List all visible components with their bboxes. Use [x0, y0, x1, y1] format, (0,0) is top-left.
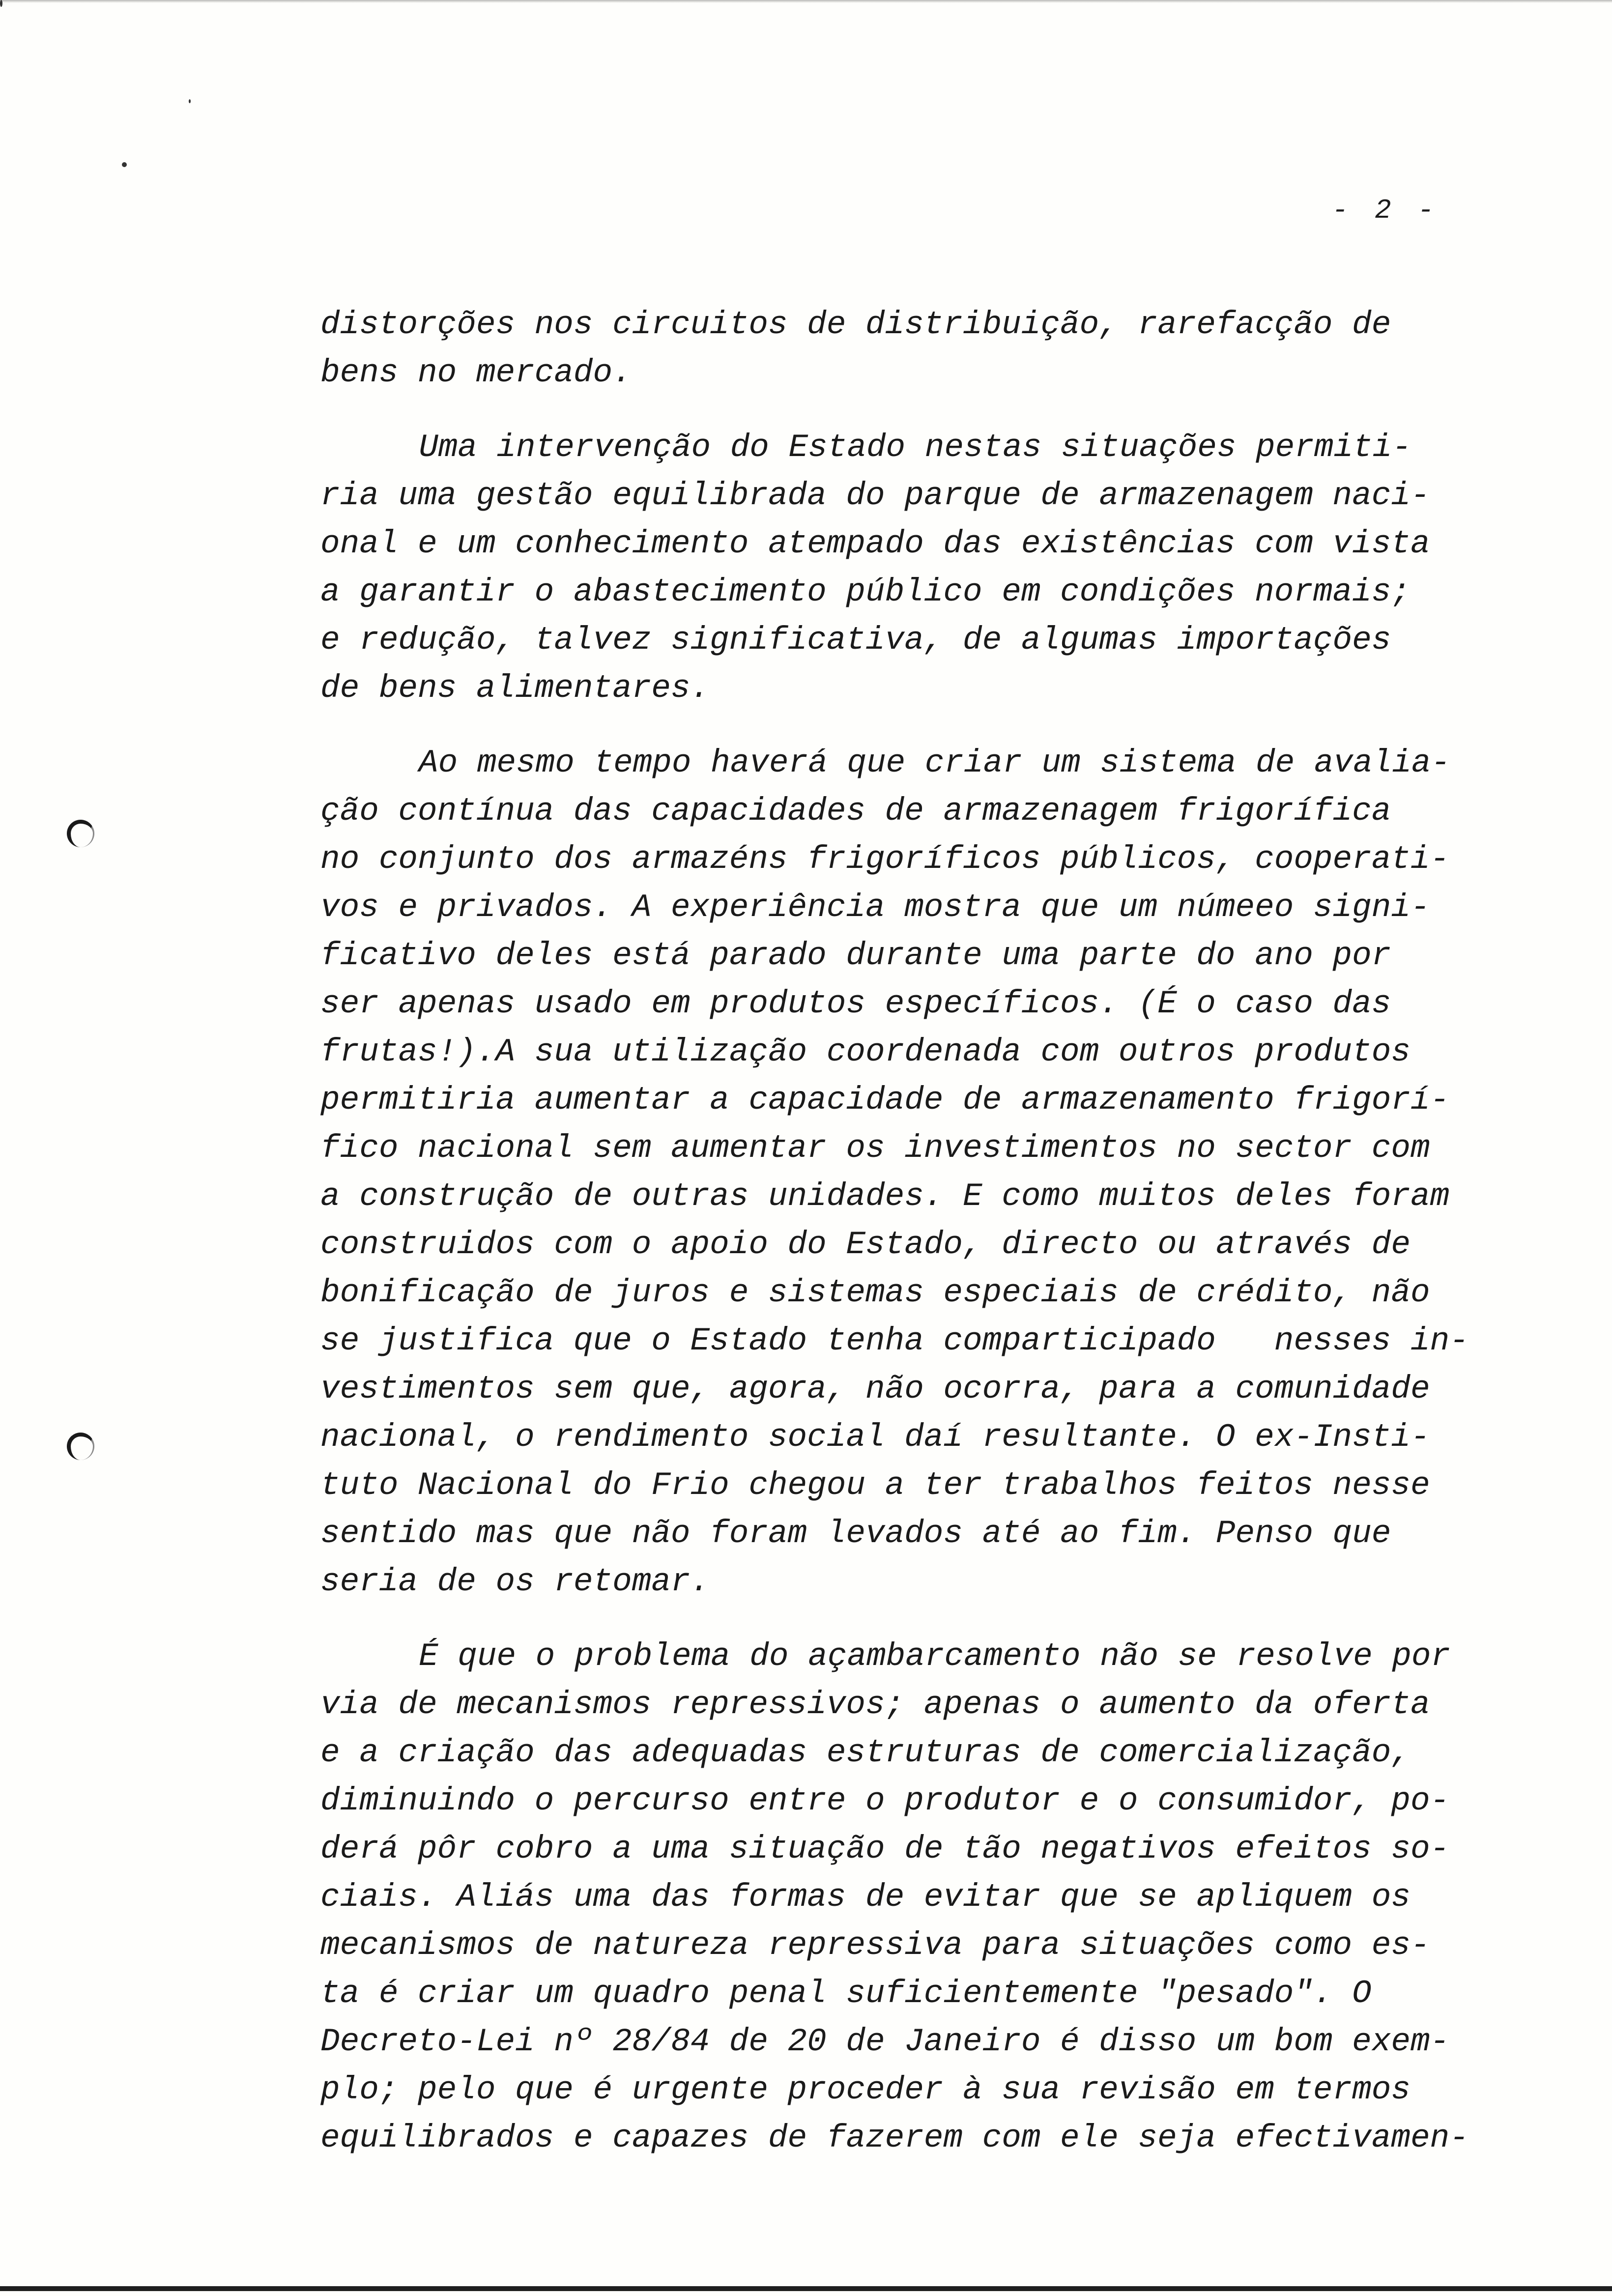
text-line: fico nacional sem aumentar os investimentos no sector com — [320, 1130, 1430, 1167]
text-line: tuto Nacional do Frio chegou a ter trabalhos feitos nesse — [320, 1467, 1430, 1504]
text-line: a construção de outras unidades. E como muitos deles foram — [320, 1178, 1450, 1215]
text-line: distorções nos circuitos de distribuição, rarefacção de — [320, 306, 1391, 343]
text-line: plo; pelo que é urgente proceder à sua revisão em termos — [320, 2071, 1410, 2108]
text-line: onal e um conhecimento atempado das existências com vista — [320, 525, 1430, 562]
scan-top-edge — [0, 0, 1612, 3]
paragraph — [320, 739, 1490, 1606]
text-line: equilibrados e capazes de fazerem com ele seja efectivamen- — [320, 2120, 1469, 2156]
text-line: vestimentos sem que, agora, não ocorra, para a comunidade — [320, 1371, 1430, 1407]
scan-speck — [189, 99, 191, 103]
text-line: ria uma gestão equilibrada do parque de armazenagem naci- — [320, 477, 1430, 514]
scan-bottom-edge — [0, 2286, 1612, 2291]
body-text — [320, 301, 1490, 2189]
text-line: e redução, talvez significativa, de algumas importações — [320, 622, 1391, 659]
text-line: seria de os retomar. — [320, 1563, 710, 1600]
text-line: no conjunto dos armazéns frigoríficos públicos, cooperati- — [320, 841, 1450, 878]
text-line: derá pôr cobro a uma situação de tão negativos efeitos so- — [320, 1831, 1450, 1867]
text-line: Ao mesmo tempo haverá que criar um sistema de avalia- — [419, 745, 1451, 781]
text-line: e a criação das adequadas estruturas de comercialização, — [320, 1734, 1410, 1771]
text-line: É que o problema do açambarcamento não se resolve por — [419, 1638, 1451, 1675]
text-line: bonificação de juros e sistemas especiais de crédito, não — [320, 1274, 1430, 1311]
text-line: ção contínua das capacidades de armazenagem frigorífica — [320, 793, 1391, 830]
text-line: construidos com o apoio do Estado, directo ou através de — [320, 1226, 1410, 1263]
text-line: ta é criar um quadro penal suficientemente "pesado". O — [320, 1975, 1372, 2012]
page-number: - 2 - — [1331, 195, 1439, 226]
text-line: ficativo deles está parado durante uma parte do ano por — [320, 937, 1391, 974]
punch-hole-mark — [67, 820, 94, 847]
text-line: a garantir o abastecimento público em condições normais; — [320, 574, 1410, 610]
text-line: via de mecanismos repressivos; apenas o aumento da oferta — [320, 1686, 1430, 1723]
scan-speck — [0, 0, 2, 7]
text-line: Uma intervenção do Estado nestas situações permiti- — [419, 429, 1411, 466]
text-line: nacional, o rendimento social daí resultante. O ex-Insti- — [320, 1419, 1430, 1456]
text-line: mecanismos de natureza repressiva para situações como es- — [320, 1927, 1430, 1964]
paragraph — [320, 424, 1490, 713]
text-line: se justifica que o Estado tenha comparticipado nesses in- — [320, 1322, 1469, 1359]
text-line: sentido mas que não foram levados até ao fim. Penso que — [320, 1515, 1391, 1552]
paragraph — [320, 1633, 1490, 2162]
paragraph — [320, 301, 1490, 397]
text-line: bens no mercado. — [320, 354, 632, 391]
text-line: ciais. Aliás uma das formas de evitar que se apliquem os — [320, 1879, 1410, 1916]
text-line: Decreto-Lei nº 28/84 de 20 de Janeiro é disso um bom exem- — [320, 2023, 1450, 2060]
punch-hole-mark — [67, 1433, 94, 1460]
scan-speck — [122, 162, 127, 167]
text-line: permitiria aumentar a capacidade de armazenamento frigorí- — [320, 1082, 1450, 1119]
text-line: diminuindo o percurso entre o produtor e o consumidor, po- — [320, 1782, 1450, 1819]
text-line: vos e privados. A experiência mostra que um númeeo signi- — [320, 889, 1430, 926]
text-line: frutas!).A sua utilização coordenada com outros produtos — [320, 1033, 1410, 1070]
text-line: de bens alimentares. — [320, 670, 710, 707]
text-line: ser apenas usado em produtos específicos. (É o caso das — [320, 985, 1391, 1022]
